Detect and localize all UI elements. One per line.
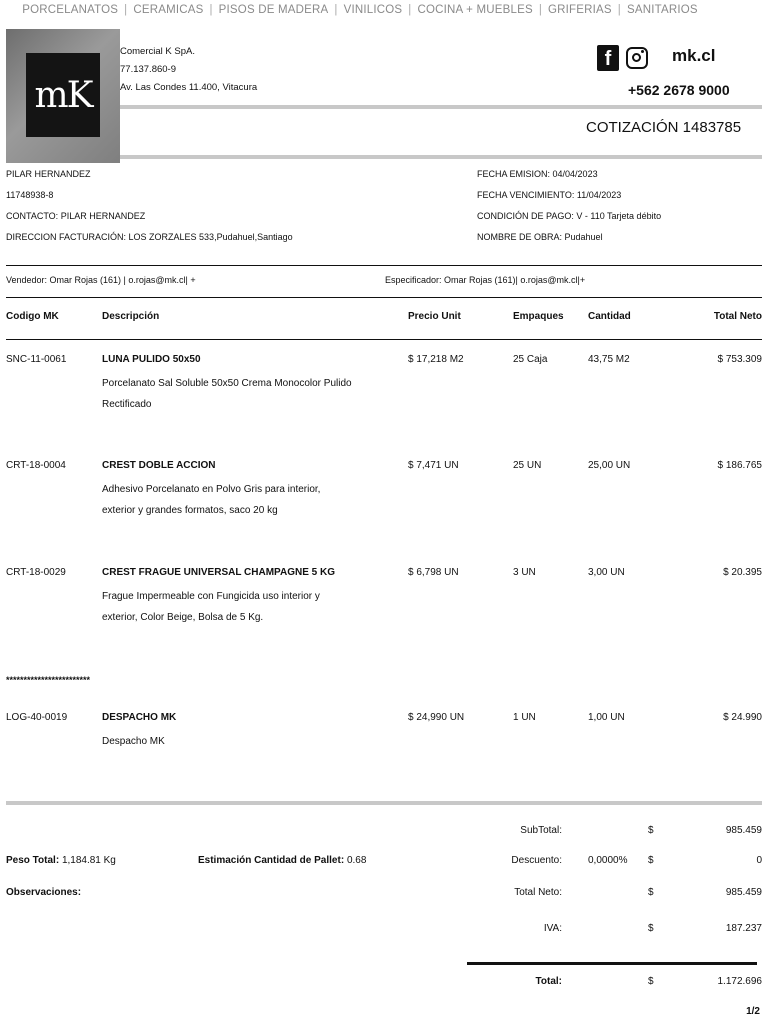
item-net-total: $ 753.309 (717, 354, 762, 365)
currency-symbol: $ (648, 825, 654, 836)
header-divider (120, 155, 762, 159)
item-desc-line: Despacho MK (102, 736, 165, 747)
item-net-total: $ 24.990 (723, 712, 762, 723)
client-billing (6, 227, 293, 248)
nav-separator: | (124, 4, 128, 16)
company-name: Comercial K SpA. (120, 46, 195, 57)
item-code: CRT-18-0029 (6, 567, 66, 578)
grand-total-value: 1.172.696 (717, 976, 762, 987)
item-net-total: $ 20.395 (723, 567, 762, 578)
nav-separator: | (209, 4, 213, 16)
item-code: LOG-40-0019 (6, 712, 68, 723)
item-desc-line: Porcelanato Sal Soluble 50x50 Crema Monocolor Pulido (102, 378, 352, 389)
item-quantity: 43,75 M2 (588, 354, 630, 365)
due-date-label: FECHA VENCIMIENTO: (477, 190, 575, 200)
contact-value: PILAR HERNANDEZ (60, 211, 146, 221)
item-unit-price: $ 6,798 UN (408, 567, 459, 578)
due-date-value: 11/04/2023 (576, 190, 622, 200)
client-info (6, 164, 293, 248)
item-unit-price: $ 7,471 UN (408, 460, 459, 471)
item-description (102, 712, 392, 752)
facebook-icon[interactable]: f (597, 45, 619, 71)
item-quantity: 25,00 UN (588, 460, 631, 471)
due-date (477, 185, 661, 206)
item-packs: 25 UN (513, 460, 542, 471)
nav-item-pisos-de-madera[interactable]: PISOS DE MADERA (218, 4, 329, 16)
column-header-net-total: Total Neto (713, 311, 762, 322)
quote-title: COTIZACIÓN 1483785 (586, 119, 742, 136)
payment-label: CONDICIÓN DE PAGO: (477, 211, 574, 221)
item-quantity: 3,00 UN (588, 567, 625, 578)
work-value: Pudahuel (564, 232, 603, 242)
nav-separator: | (538, 4, 542, 16)
payment-condition (477, 206, 661, 227)
table-end-divider (6, 801, 762, 805)
social-icons (597, 45, 648, 71)
currency-symbol: $ (648, 923, 654, 934)
item-desc-line: Frague Impermeable con Fungicida uso interior y (102, 591, 320, 602)
column-header-quantity: Cantidad (588, 311, 631, 322)
observations-label: Observaciones: (6, 887, 82, 898)
item-title: LUNA PULIDO 50x50 (102, 354, 201, 365)
item-packs: 3 UN (513, 567, 536, 578)
billing-value: LOS ZORZALES 533,Pudahuel,Santiago (128, 232, 293, 242)
total-weight (6, 855, 116, 866)
net-total-label: Total Neto: (514, 887, 562, 898)
nav-item-porcelanatos[interactable]: PORCELANATOS (22, 4, 119, 16)
grand-total-label: Total: (535, 976, 562, 987)
currency-symbol: $ (648, 887, 654, 898)
subtotal-value: 985.459 (725, 825, 762, 836)
column-header-description: Descripción (102, 311, 160, 322)
item-packs: 1 UN (513, 712, 536, 723)
specifier-info: Especificador: Omar Rojas (161)| o.rojas@mk.cl|+ (385, 275, 586, 285)
item-code: SNC-11-0061 (6, 354, 67, 365)
item-description (102, 460, 392, 521)
total-divider (467, 962, 757, 965)
item-desc-line: exterior y grandes formatos, saco 20 kg (102, 505, 278, 516)
client-name: PILAR HERNANDEZ (6, 169, 91, 179)
currency-symbol: $ (648, 976, 654, 987)
work-name (477, 227, 661, 248)
pallet-value: 0.68 (346, 855, 367, 866)
item-code: CRT-18-0004 (6, 460, 66, 471)
payment-value: V - 110 Tarjeta débito (576, 211, 662, 221)
item-title: CREST FRAGUE UNIVERSAL CHAMPAGNE 5 KG (102, 567, 335, 578)
iva-label: IVA: (543, 923, 562, 934)
item-desc-line: Adhesivo Porcelanato en Polvo Gris para interior, (102, 484, 321, 495)
discount-value: 0 (756, 855, 762, 866)
nav-item-sanitarios[interactable]: SANITARIOS (626, 4, 698, 16)
section-divider (6, 265, 762, 266)
client-contact (6, 206, 293, 227)
weight-label: Peso Total: (6, 855, 60, 866)
instagram-icon[interactable] (626, 47, 648, 69)
contact-label: CONTACTO: (6, 211, 59, 221)
client-rut: 11748938-8 (6, 190, 54, 200)
page-number: 1/2 (746, 1006, 760, 1017)
nav-separator: | (408, 4, 412, 16)
phone-number: +562 2678 9000 (628, 82, 730, 98)
discount-percent: 0,0000% (588, 855, 628, 866)
nav-item-vinilicos[interactable]: VINILICOS (343, 4, 403, 16)
item-desc-line: Rectificado (102, 399, 152, 410)
item-desc-line: exterior, Color Beige, Bolsa de 5 Kg. (102, 612, 264, 623)
item-unit-price: $ 24,990 UN (408, 712, 465, 723)
nav-item-griferias[interactable]: GRIFERIAS (548, 4, 612, 16)
item-unit-price: $ 17,218 M2 (408, 354, 464, 365)
nav-separator: | (334, 4, 338, 16)
item-description (102, 354, 392, 415)
category-nav (0, 4, 720, 16)
nav-item-cocina-muebles[interactable]: COCINA + MUEBLES (417, 4, 533, 16)
column-header-unit-price: Precio Unit (408, 311, 461, 322)
nav-separator: | (617, 4, 621, 16)
work-label: NOMBRE DE OBRA: (477, 232, 563, 242)
section-divider (6, 297, 762, 298)
iva-value: 187.237 (725, 923, 762, 934)
item-quantity: 1,00 UN (588, 712, 625, 723)
column-header-packs: Empaques (513, 311, 564, 322)
issue-date (477, 164, 661, 185)
pallet-label: Estimación Cantidad de Pallet: (198, 855, 345, 866)
website-label[interactable]: mk.cl (672, 46, 716, 65)
item-packs: 25 Caja (513, 354, 548, 365)
item-net-total: $ 186.765 (717, 460, 762, 471)
subtotal-label: SubTotal: (520, 825, 562, 836)
mk-logo: mK (26, 53, 100, 137)
company-address: Av. Las Condes 11.400, Vitacura (120, 82, 258, 93)
discount-label: Descuento: (511, 855, 562, 866)
company-rut: 77.137.860-9 (120, 64, 176, 75)
quote-meta (477, 164, 661, 248)
currency-symbol: $ (648, 855, 654, 866)
item-description (102, 567, 392, 628)
table-header-divider (6, 339, 762, 340)
item-title: DESPACHO MK (102, 712, 177, 723)
issue-date-label: FECHA EMISION: (477, 169, 551, 179)
seller-info: Vendedor: Omar Rojas (161) | o.rojas@mk.cl| + (6, 275, 196, 285)
issue-date-value: 04/04/2023 (552, 169, 598, 179)
weight-value: 1,184.81 Kg (61, 855, 116, 866)
billing-label: DIRECCION FACTURACIÓN: (6, 232, 127, 242)
nav-item-ceramicas[interactable]: CERAMICAS (133, 4, 204, 16)
item-title: CREST DOBLE ACCION (102, 460, 216, 471)
separator-stars: ************************ (6, 675, 91, 685)
company-info (120, 43, 257, 97)
header-divider (120, 105, 762, 109)
logo-panel (6, 29, 120, 163)
column-header-code: Codigo MK (6, 311, 59, 322)
net-total-value: 985.459 (725, 887, 762, 898)
pallet-estimate (198, 855, 366, 866)
